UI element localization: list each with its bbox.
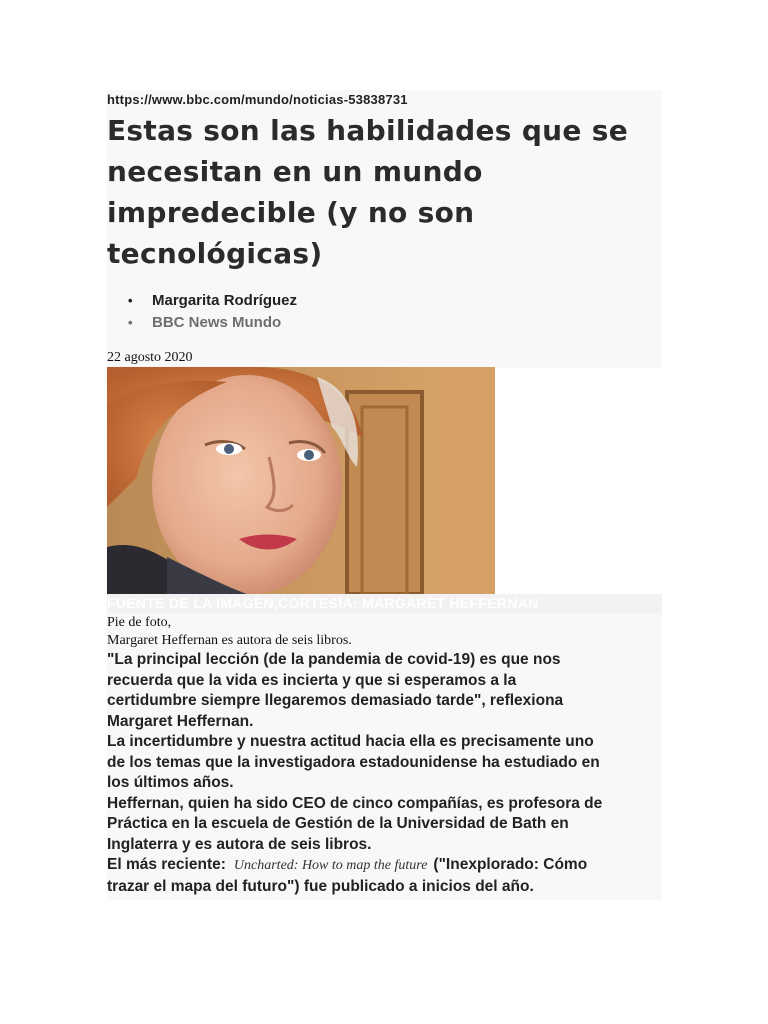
paragraph-line: Inglaterra y es autora de seis libros. <box>107 835 372 853</box>
byline-source: • BBC News Mundo <box>128 312 297 334</box>
paragraph-line: recuerda que la vida es incierta y que si esperamos a la <box>107 671 517 689</box>
paragraph-line: Margaret Heffernan. <box>107 712 254 730</box>
paragraph-line: de los temas que la investigadora estadounidense ha estudiado en <box>107 753 600 771</box>
image-caption <box>107 614 352 650</box>
headline-line: impredecible (y no son <box>107 196 475 229</box>
headline-line: tecnológicas) <box>107 237 323 270</box>
paragraph-line: trazar el mapa del futuro") fue publicado a inicios del año. <box>107 877 534 895</box>
caption-text: Margaret Heffernan es autora de seis libros. <box>107 633 352 648</box>
book-title: Uncharted: How to map the future <box>233 858 428 873</box>
source-url: https://www.bbc.com/mundo/noticias-53838731 <box>107 92 408 107</box>
publish-date: 22 agosto 2020 <box>107 350 193 365</box>
byline-author: • Margarita Rodríguez <box>128 290 297 312</box>
caption-label: Pie de foto, <box>107 615 172 630</box>
article-photo <box>107 367 495 594</box>
headline-line: Estas son las habilidades que se <box>107 114 628 147</box>
image-credit: FUENTE DE LA IMAGEN,CORTESÍA: MARGARET HEFFERNAN <box>107 595 539 611</box>
article-body <box>107 650 667 897</box>
paragraph-line: La incertidumbre y nuestra actitud hacia ella es precisamente uno <box>107 733 594 750</box>
paragraph-line: Práctica en la escuela de Gestión de la Universidad de Bath en <box>107 815 569 832</box>
paragraph-line: certidumbre siempre llegaremos demasiado tarde", reflexiona <box>107 692 564 709</box>
paragraph-line: "La principal lección (de la pandemia de covid-19) es que nos <box>107 651 561 668</box>
paragraph <box>107 794 667 856</box>
paragraph <box>107 650 667 732</box>
article-headline <box>107 110 667 274</box>
headline-line: necesitan en un mundo <box>107 155 483 188</box>
paragraph <box>107 855 667 897</box>
byline-list <box>128 290 297 334</box>
book-lead: El más reciente: <box>107 856 226 873</box>
portrait-image <box>107 367 495 594</box>
paragraph <box>107 732 667 794</box>
paragraph-line: Heffernan, quien ha sido CEO de cinco compañías, es profesora de <box>107 794 603 812</box>
paragraph-line: los últimos años. <box>107 774 234 791</box>
paragraph-line <box>107 855 667 877</box>
book-translation: ("Inexplorado: Cómo <box>433 856 588 873</box>
